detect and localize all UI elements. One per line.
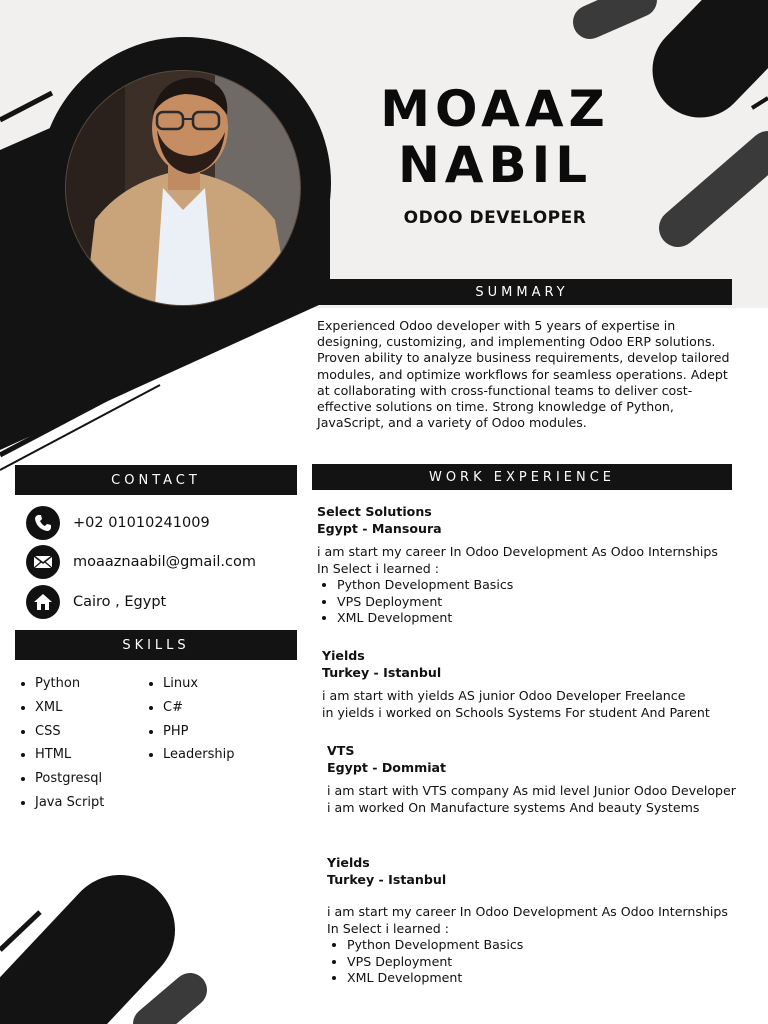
job-location: Egypt - Mansoura — [317, 520, 442, 536]
job-description: In Select i learned : — [317, 560, 439, 576]
job-description: i am start with yields AS junior Odoo Developer Freelance — [322, 688, 686, 703]
skill-item: • Java Script — [35, 791, 104, 815]
job-entry — [327, 743, 736, 816]
job-location: Egypt - Dommiat — [327, 759, 447, 775]
job-bullet: • VPS Deployment — [347, 954, 728, 971]
skill-item: • XML — [35, 696, 104, 720]
contact-heading: CONTACT — [15, 465, 297, 495]
job-description: i am start my career In Odoo Development As Odoo Internships — [327, 904, 728, 919]
job-description: i am start my career In Odoo Development As Odoo Internships — [317, 544, 718, 559]
email-address: moaaznaabil@gmail.com — [73, 554, 256, 570]
job-bullet: • Python Development Basics — [347, 937, 728, 954]
job-bullets — [327, 937, 728, 987]
job-title: ODOO DEVELOPER — [403, 208, 587, 228]
job-entry — [317, 504, 718, 627]
job-bullet: • VPS Deployment — [337, 594, 718, 611]
job-description: in yields i worked on Schools Systems For student And Parent — [322, 704, 710, 720]
skills-list-2 — [143, 672, 234, 767]
job-company: VTS — [327, 743, 355, 758]
skill-item: • Python — [35, 672, 104, 696]
home-icon — [26, 585, 60, 619]
job-bullet: • XML Development — [347, 970, 728, 987]
contact-phone-row — [26, 506, 210, 540]
last-name: NABIL — [397, 136, 593, 194]
contact-address-row — [26, 585, 166, 619]
skill-item: • PHP — [163, 720, 234, 744]
profile-photo — [65, 70, 301, 306]
job-description: In Select i learned : — [327, 920, 449, 936]
job-bullet: • Python Development Basics — [337, 577, 718, 594]
job-company: Yields — [327, 855, 370, 870]
address-text: Cairo , Egypt — [73, 594, 167, 610]
first-name: MOAAZ — [380, 80, 610, 138]
work-experience-heading: WORK EXPERIENCE — [312, 464, 732, 490]
job-description: i am worked On Manufacture systems And beauty Systems — [327, 799, 700, 815]
summary-text: Experienced Odoo developer with 5 years of expertise in designing, customizing, and implementing Odoo ERP solutions. Proven ability to analyze business requirements, develop tailored modules, and optimize workflows for seamless operations. Adept at collaborating with cross-functional teams to deliver cost-effective solutions on time. Strong knowledge of Python, JavaScript, and a variety of Odoo modules. — [317, 318, 730, 431]
envelope-icon — [26, 545, 60, 579]
skill-item: • Linux — [163, 672, 234, 696]
job-location: Turkey - Istanbul — [322, 664, 442, 680]
skill-item: • HTML — [35, 743, 104, 767]
phone-number: +02 01010241009 — [73, 515, 210, 531]
skill-item: • C# — [163, 696, 234, 720]
skill-item: • Postgresql — [35, 767, 104, 791]
skill-item: • CSS — [35, 720, 104, 744]
contact-email-row — [26, 545, 256, 579]
job-bullet: • XML Development — [337, 610, 718, 627]
job-company: Select Solutions — [317, 504, 432, 519]
skills-list-1 — [15, 672, 104, 815]
job-bullets — [317, 577, 718, 627]
job-description: i am start with VTS company As mid level Junior Odoo Developer — [327, 783, 736, 798]
summary-heading: SUMMARY — [312, 279, 732, 305]
skill-item: • Leadership — [163, 743, 234, 767]
job-company: Yields — [322, 648, 365, 663]
skills-heading: SKILLS — [15, 630, 297, 660]
job-location: Turkey - Istanbul — [327, 871, 447, 887]
phone-icon — [26, 506, 60, 540]
job-entry — [327, 855, 728, 987]
job-entry — [322, 648, 710, 721]
